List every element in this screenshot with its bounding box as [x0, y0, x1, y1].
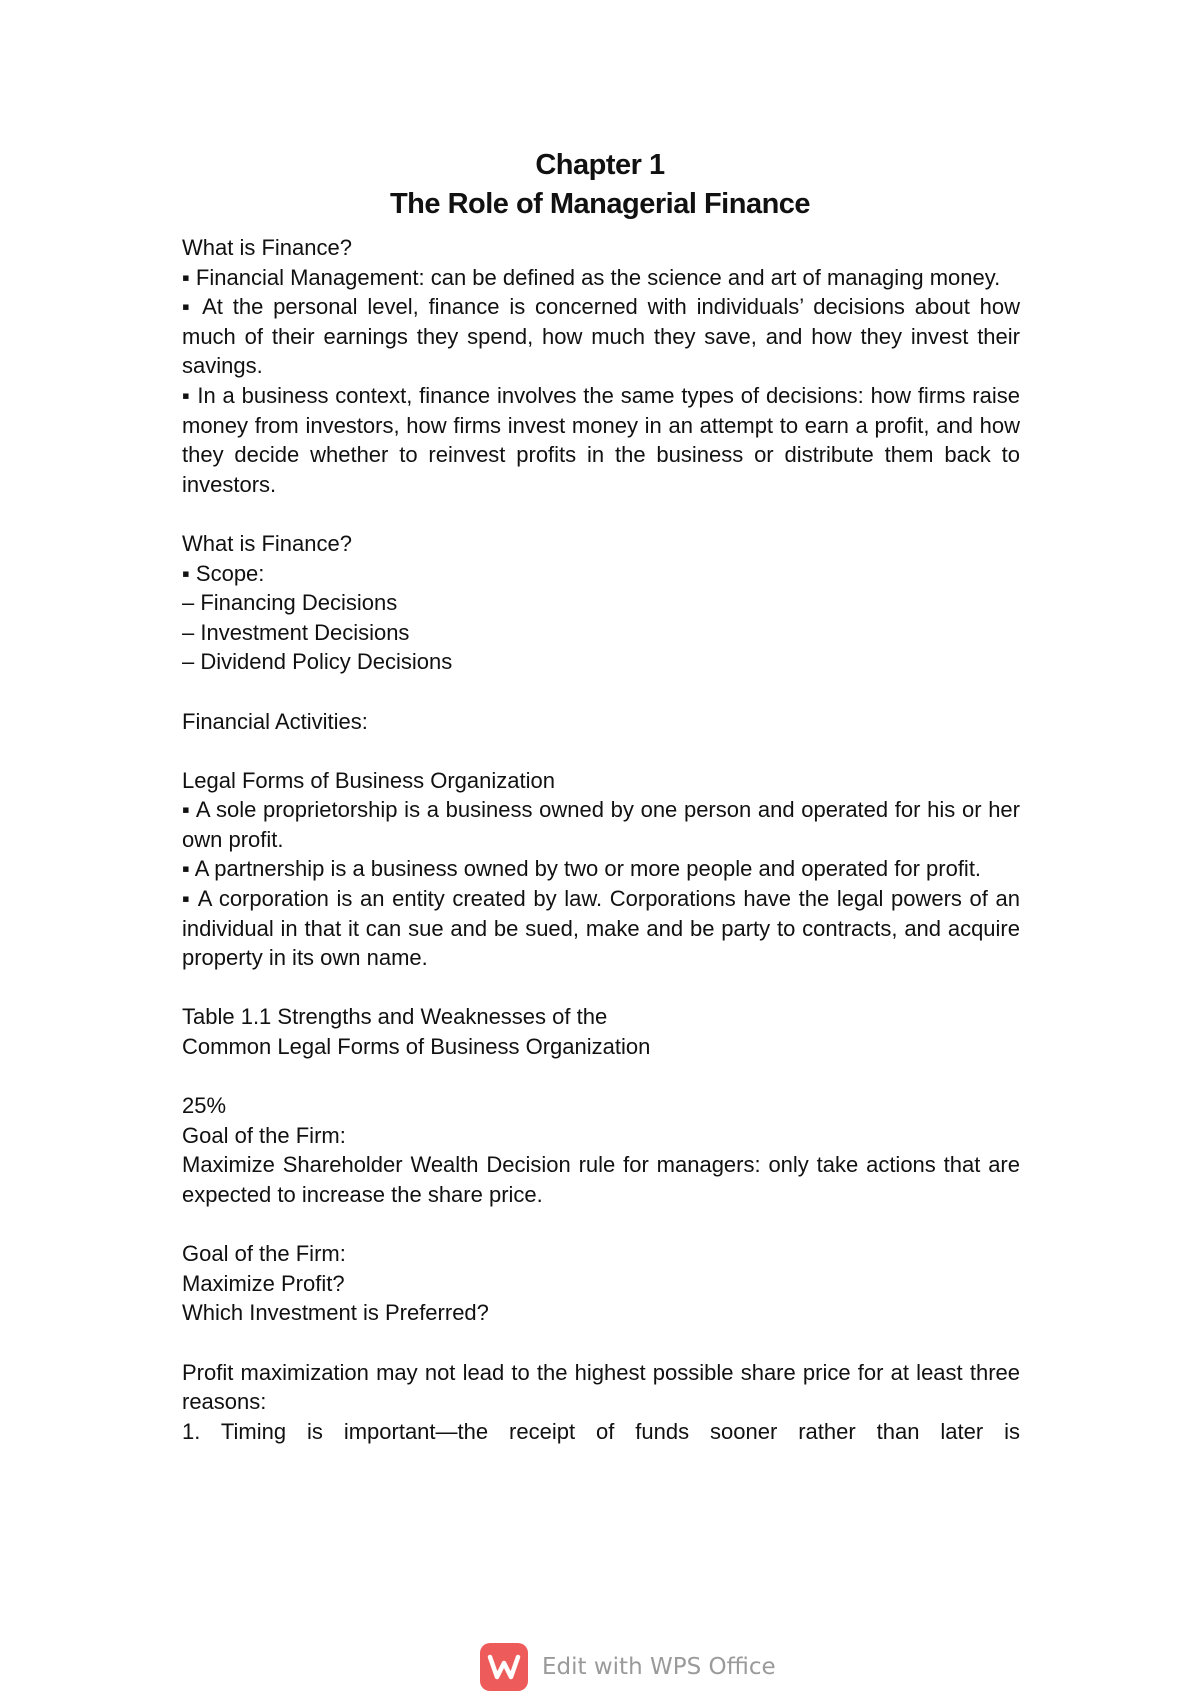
chapter-number: Chapter 1	[535, 149, 665, 181]
paragraph-gap	[182, 736, 1020, 766]
scope-item-dividend: – Dividend Policy Decisions	[182, 649, 453, 675]
chapter-title: The Role of Managerial Finance	[389, 188, 811, 220]
paragraph-gap	[182, 677, 1020, 707]
wps-office-logo-icon	[480, 1643, 528, 1691]
section-heading-financial-activities: Financial Activities:	[182, 708, 368, 734]
goal-of-firm-label: Goal of the Firm:	[182, 1122, 346, 1148]
section-heading-legal-forms: Legal Forms of Business Organization	[182, 767, 555, 793]
investment-preferred-question: Which Investment is Preferred?	[182, 1300, 489, 1326]
percent-value: 25%	[182, 1093, 227, 1119]
maximize-shareholder-wealth-text: Maximize Shareholder Wealth Decision rule for managers: only take actions that are expected to increase the share price.	[182, 1152, 1020, 1207]
paragraph-gap	[182, 1062, 1020, 1092]
section-heading-what-is-finance-2: What is Finance?	[182, 530, 352, 556]
maximize-profit-question: Maximize Profit?	[182, 1270, 345, 1296]
scope-item-investment: – Investment Decisions	[182, 619, 410, 645]
section-heading-what-is-finance: What is Finance?	[182, 235, 352, 260]
bullet-personal-level: ▪ At the personal level, finance is concerned with individuals’ decisions about how much of their earnings they spend, how much they save, and how they invest their savings.	[182, 294, 1020, 379]
bullet-financial-management: ▪ Financial Management: can be defined as the science and art of managing money.	[182, 264, 1001, 290]
bullet-business-context: ▪ In a business context, finance involves the same types of decisions: how firms raise money from investors, how firms invest money in an attempt to earn a profit, and how they decide whether to reinvest profits in the business or distribute them back to investors.	[182, 382, 1020, 497]
document-body	[182, 233, 1020, 1446]
paragraph-gap	[182, 1210, 1020, 1240]
numbered-item-timing: 1. Timing is important—the receipt of funds sooner rather than later is	[182, 1418, 1020, 1444]
paragraph-gap	[182, 1328, 1020, 1358]
wps-edit-label: Edit with WPS Office	[542, 1654, 776, 1680]
table-caption-line-1: Table 1.1 Strengths and Weaknesses of the	[182, 1004, 608, 1030]
profit-maximization-text: Profit maximization may not lead to the highest possible share price for at least three reasons:	[182, 1359, 1020, 1415]
paragraph-gap	[182, 973, 1020, 1003]
wps-edit-badge[interactable]	[480, 1643, 776, 1691]
bullet-sole-proprietorship: ▪ A sole proprietorship is a business owned by one person and operated for his or her own profit.	[182, 797, 1020, 852]
paragraph-gap	[182, 499, 1020, 529]
bullet-corporation: ▪ A corporation is an entity created by law. Corporations have the legal powers of an individual in that it can sue and be sued, make and be party to contracts, and acquire property in its own name.	[182, 886, 1020, 971]
bullet-partnership: ▪ A partnership is a business owned by two or more people and operated for profit.	[182, 856, 982, 882]
scope-label: ▪ Scope:	[182, 560, 265, 586]
scope-item-financing: – Financing Decisions	[182, 590, 398, 616]
goal-of-firm-label-2: Goal of the Firm:	[182, 1241, 346, 1267]
table-caption-line-2: Common Legal Forms of Business Organization	[182, 1034, 651, 1060]
